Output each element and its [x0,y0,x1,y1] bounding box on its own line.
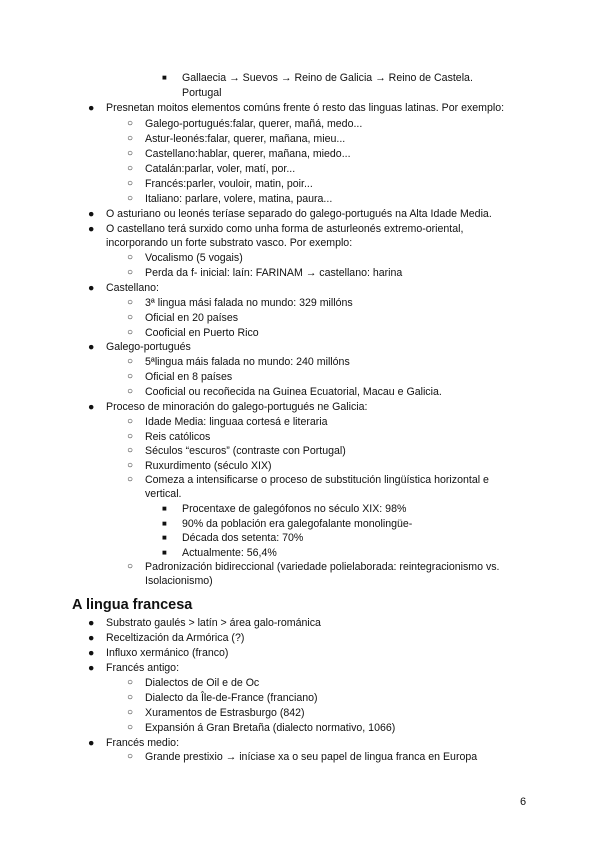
list-item: Grande prestixio → iníciase xa o seu papel de lingua franca en Europa [145,751,478,763]
bullet-level2-icon: ○ [127,474,134,485]
bullet-level2-icon: ○ [127,297,134,308]
bullet-level2-icon: ○ [127,148,134,159]
list-item: Galego-portugués [106,341,191,353]
section-heading-lingua-francesa: A lingua francesa [72,597,193,613]
list-item: Idade Media: linguaa cortesá e literaria [145,416,328,428]
list-item: Séculos “escuros” (contraste con Portugal) [145,445,346,457]
list-item: Castellano: [106,282,159,294]
list-item: Catalán:parlar, voler, matí, por... [145,163,296,175]
list-item: Dialectos de Oil e de Oc [145,677,260,689]
bullet-level3-icon: ■ [162,519,167,528]
bullet-level1-icon: ● [88,617,95,629]
list-item: Comeza a intensificarse o proceso de substitución lingüística horizontal e [145,474,489,486]
bullet-level2-icon: ○ [127,561,134,572]
bullet-level1-icon: ● [88,223,95,235]
bullet-level2-icon: ○ [127,692,134,703]
bullet-level2-icon: ○ [127,707,134,718]
list-item: Reis católicos [145,431,211,443]
list-item: vertical. [145,488,182,500]
list-item: Padronización bidireccional (variedade polielaborada: reintegracionismo vs. [145,561,500,573]
list-item: Receltización da Armórica (?) [106,632,245,644]
list-item: Proceso de minoración do galego-portugués ne Galicia: [106,401,368,413]
bullet-level2-icon: ○ [127,118,134,129]
list-item: Dialecto da Île-de-France (franciano) [145,692,318,704]
list-item: O castellano terá surxido como unha forma de asturleonés extremo-oriental, [106,223,464,235]
bullet-level1-icon: ● [88,282,95,294]
bullet-level2-icon: ○ [127,416,134,427]
bullet-level1-icon: ● [88,102,95,114]
list-item: Francés:parler, vouloir, matin, poir... [145,178,313,190]
bullet-level1-icon: ● [88,632,95,644]
list-item: Década dos setenta: 70% [182,532,304,544]
list-item: Portugal [182,87,222,99]
bullet-level2-icon: ○ [127,445,134,456]
list-item: Substrato gaulés > latín > área galo-románica [106,617,321,629]
bullet-level2-icon: ○ [127,751,134,762]
bullet-level1-icon: ● [88,401,95,413]
bullet-level2-icon: ○ [127,312,134,323]
bullet-level2-icon: ○ [127,327,134,338]
bullet-level1-icon: ● [88,647,95,659]
list-item: Expansión á Gran Bretaña (dialecto normativo, 1066) [145,722,396,734]
list-item: Castellano:hablar, querer, mañana, miedo... [145,148,351,160]
list-item: 90% da población era galegofalante monolingüe- [182,518,413,530]
bullet-level2-icon: ○ [127,460,134,471]
bullet-level2-icon: ○ [127,178,134,189]
list-item: Presnetan moitos elementos comúns frente ó resto das linguas latinas. Por exemplo: [106,102,505,114]
list-item: Vocalismo (5 vogais) [145,252,243,264]
bullet-level3-icon: ■ [162,504,167,513]
list-item: Actualmente: 56,4% [182,547,277,559]
list-item: Procentaxe de galegófonos no século XIX: 98% [182,503,407,515]
bullet-level1-icon: ● [88,341,95,353]
bullet-level2-icon: ○ [127,252,134,263]
list-item: Cooficial en Puerto Rico [145,327,259,339]
bullet-level2-icon: ○ [127,722,134,733]
bullet-level2-icon: ○ [127,356,134,367]
bullet-level2-icon: ○ [127,133,134,144]
list-item: O asturiano ou leonés teríase separado do galego-portugués na Alta Idade Media. [106,208,492,220]
bullet-level2-icon: ○ [127,267,134,278]
bullet-level2-icon: ○ [127,677,134,688]
bullet-level2-icon: ○ [127,163,134,174]
page-number: 6 [520,796,527,808]
list-item: Galego-portugués:falar, querer, mañá, medo... [145,118,363,130]
list-item: Xuramentos de Estrasburgo (842) [145,707,305,719]
bullet-level3-icon: ■ [162,73,167,82]
bullet-level3-icon: ■ [162,548,167,557]
list-item: Astur-leonés:falar, querer, mañana, mieu... [145,133,346,145]
bullet-level2-icon: ○ [127,386,134,397]
list-item: Perda da f- inicial: laín: FARINAM → castellano: harina [145,267,403,279]
list-item: Influxo xermánico (franco) [106,647,229,659]
list-item: Isolacionismo) [145,575,213,587]
list-item: Oficial en 8 países [145,371,233,383]
bullet-level1-icon: ● [88,208,95,220]
bullet-level2-icon: ○ [127,193,134,204]
bullet-level1-icon: ● [88,662,95,674]
list-item: Francés medio: [106,737,180,749]
bullet-level3-icon: ■ [162,533,167,542]
list-item: Ruxurdimento (século XIX) [145,460,272,472]
list-item: Francés antigo: [106,662,180,674]
list-item: Gallaecia → Suevos → Reino de Galicia → Reino de Castela. [182,72,473,84]
list-item: Oficial en 20 países [145,312,239,324]
list-item: Italiano: parlare, volere, matina, paura... [145,193,333,205]
bullet-level1-icon: ● [88,737,95,749]
bullet-level2-icon: ○ [127,431,134,442]
list-item: 3ª lingua mási falada no mundo: 329 millóns [145,297,353,309]
list-item: 5ªlingua máis falada no mundo: 240 millóns [145,356,350,368]
list-item: Cooficial ou recoñecida na Guinea Ecuatorial, Macau e Galicia. [145,386,442,398]
list-item: incorporando un forte substrato vasco. Por exemplo: [106,237,353,249]
bullet-level2-icon: ○ [127,371,134,382]
